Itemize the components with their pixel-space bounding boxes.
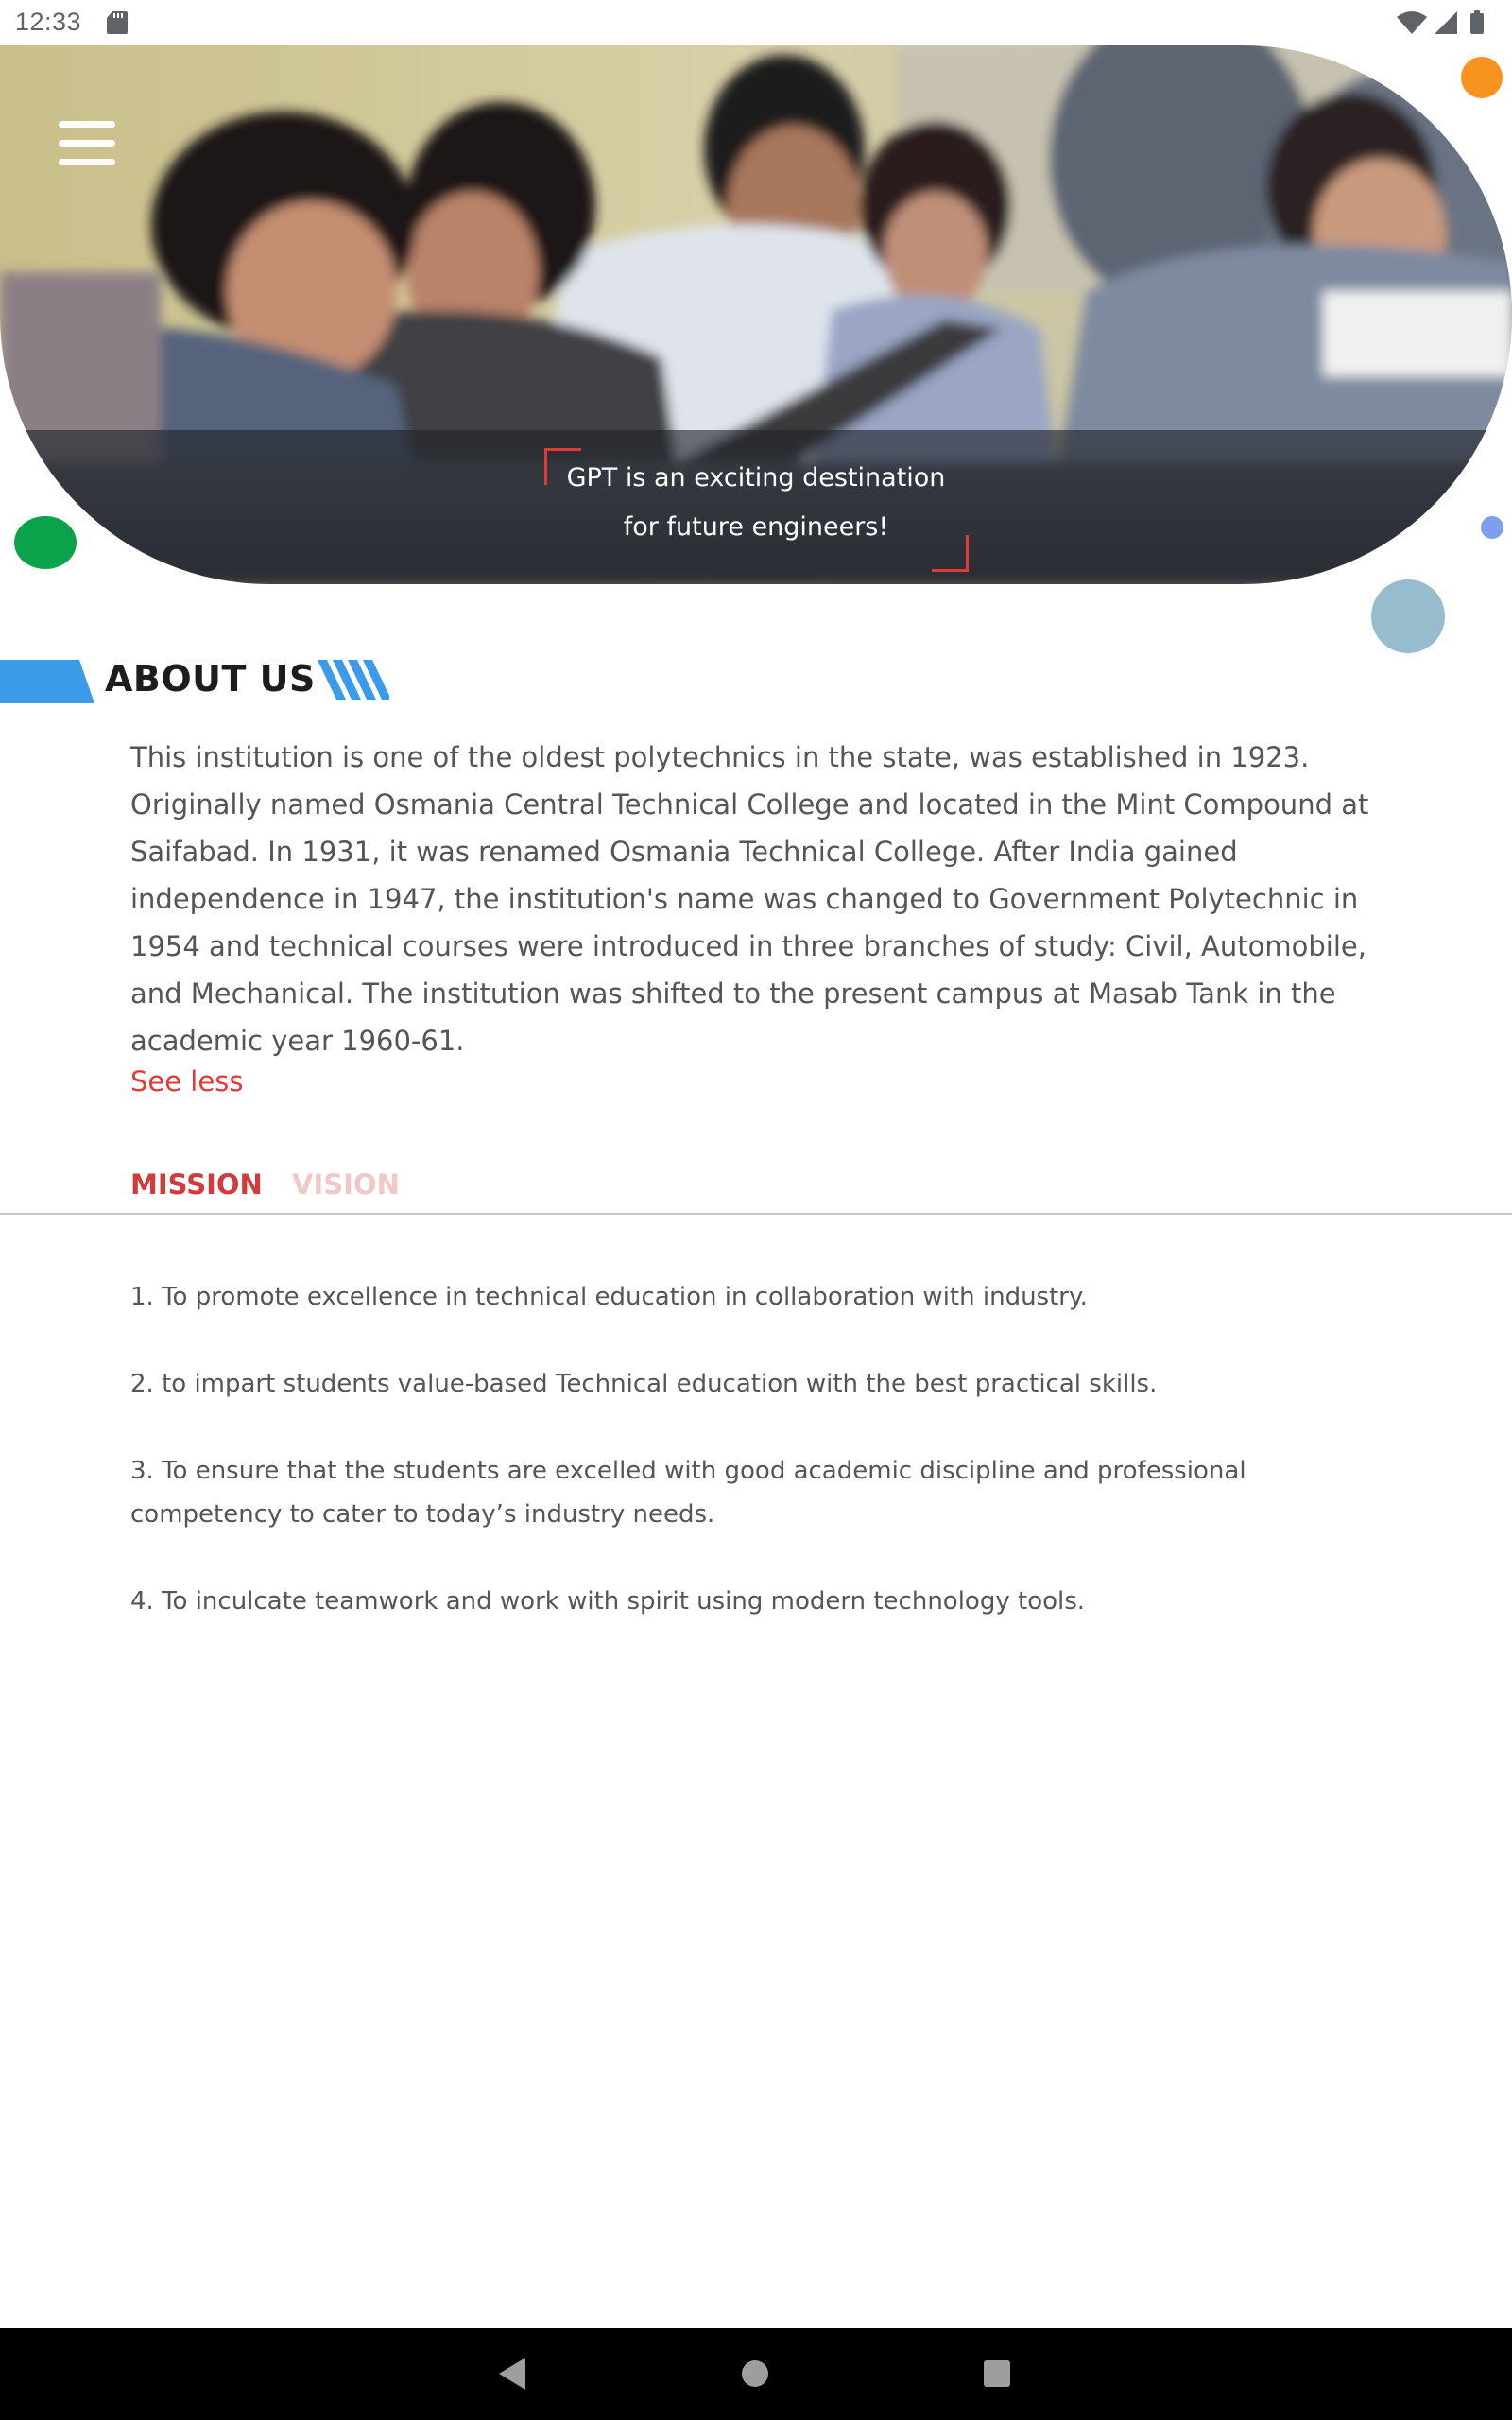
tabs-divider bbox=[0, 1213, 1512, 1215]
recents-icon[interactable] bbox=[984, 2360, 1010, 2387]
home-icon[interactable] bbox=[742, 2360, 768, 2387]
decorative-steel-dot bbox=[1371, 579, 1445, 653]
decorative-blue-dot bbox=[1481, 516, 1503, 539]
wifi-icon bbox=[1397, 11, 1427, 34]
about-title: ABOUT US bbox=[105, 658, 316, 700]
tab-vision[interactable]: VISION bbox=[292, 1168, 400, 1201]
tab-mission[interactable]: MISSION bbox=[130, 1168, 263, 1201]
status-time: 12:33 bbox=[15, 8, 82, 36]
about-flag-icon bbox=[0, 660, 94, 703]
status-bar bbox=[0, 0, 1512, 45]
decorative-green-dot bbox=[14, 516, 77, 569]
cellular-signal-icon bbox=[1435, 11, 1457, 34]
mission-item: 1. To promote excellence in technical education in collaboration with industry. bbox=[130, 1283, 1088, 1311]
mission-item: 3. To ensure that the students are excelled with good academic discipline and professional competency to cater to today’s industry needs. bbox=[130, 1457, 1246, 1529]
about-body-text: This institution is one of the oldest polytechnics in the state, was established in 1923. Originally named Osmania Central Technical College and located in the Mint Compound at Saifabad. In 1931, it was renamed Osmania Technical College. After India gained independence in 1947, the institution's name was changed to Government Polytechnic in 1954 and technical courses were introduced in three branches of study: Civil, Automobile, and Mechanical. The institution was shifted to the present campus at Masab Tank in the academic year 1960-61. bbox=[130, 741, 1369, 1057]
sd-card-icon bbox=[106, 10, 129, 35]
see-less-link[interactable]: See less bbox=[130, 1065, 244, 1098]
hamburger-menu-icon[interactable] bbox=[59, 121, 115, 166]
mission-item: 2. to impart students value-based Technical education with the best practical skills. bbox=[130, 1370, 1158, 1398]
battery-icon bbox=[1470, 10, 1484, 34]
hero-banner bbox=[0, 45, 1512, 584]
about-stripes-icon bbox=[318, 660, 389, 700]
hero-caption-line-2: for future engineers! bbox=[623, 512, 889, 542]
hero-caption-overlay bbox=[0, 430, 1512, 584]
menu-bar bbox=[59, 140, 115, 147]
back-icon[interactable] bbox=[495, 2356, 529, 2392]
mission-item: 4. To inculcate teamwork and work with spirit using modern technology tools. bbox=[130, 1587, 1086, 1616]
menu-bar bbox=[59, 159, 115, 165]
hero-caption-line-1: GPT is an exciting destination bbox=[566, 463, 946, 493]
menu-bar bbox=[59, 121, 115, 128]
status-icons bbox=[1395, 9, 1499, 36]
decorative-orange-dot bbox=[1461, 57, 1503, 98]
